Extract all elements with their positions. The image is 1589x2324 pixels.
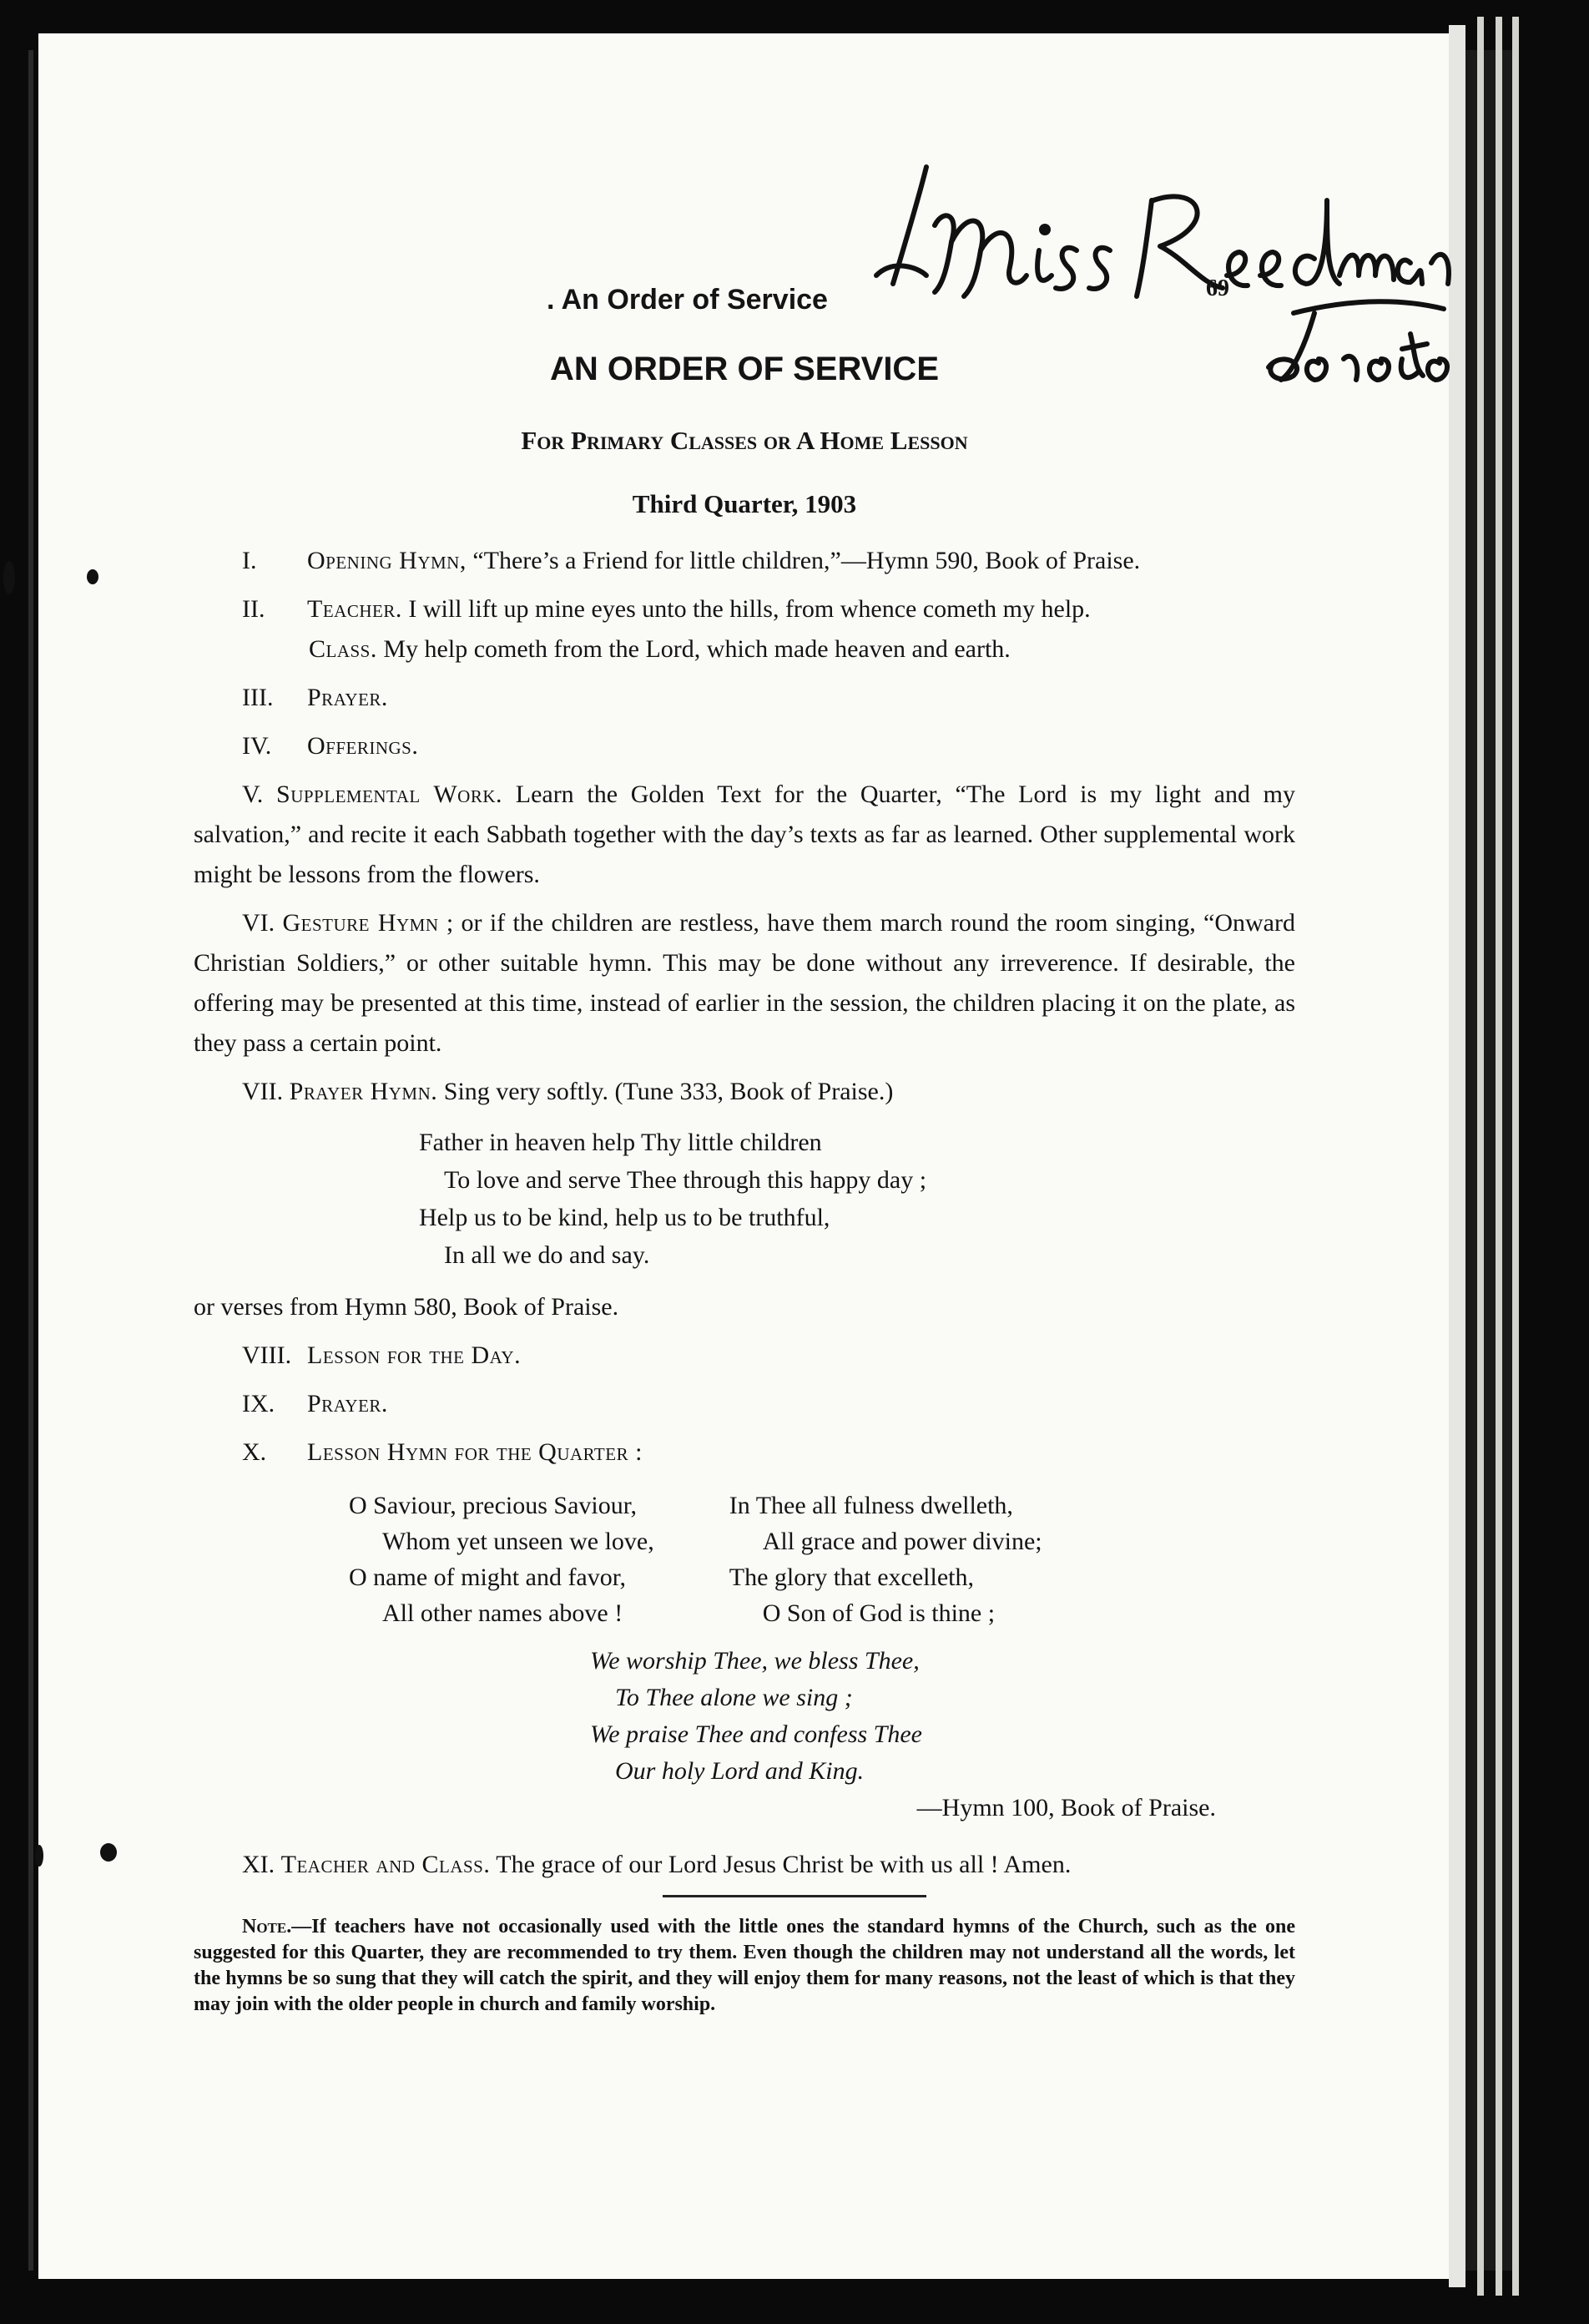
item-label: Teacher and Class. bbox=[280, 1851, 491, 1878]
prayer-hymn-verse bbox=[194, 1124, 1295, 1274]
note-lead: Note. bbox=[242, 1916, 292, 1938]
verse-line: The glory that excelleth, bbox=[729, 1564, 974, 1591]
item-number: III. bbox=[242, 684, 274, 711]
item-number: VIII. bbox=[242, 1341, 292, 1369]
item-label: Prayer Hymn. bbox=[289, 1078, 438, 1105]
item-label: Prayer. bbox=[307, 684, 388, 711]
verse-line: Help us to be kind, help us to be truthful, bbox=[419, 1204, 830, 1231]
item-number: XI. bbox=[242, 1851, 275, 1878]
verse-line: O Son of God is thine ; bbox=[762, 1599, 996, 1627]
hymn-chorus bbox=[194, 1643, 1295, 1790]
binding-hole bbox=[3, 561, 15, 594]
item-number: VII. bbox=[242, 1078, 284, 1105]
binding-hole bbox=[35, 1845, 43, 1867]
item-class-response bbox=[194, 629, 1295, 669]
verse-line: O Saviour, precious Saviour, bbox=[349, 1492, 638, 1519]
item-prayer bbox=[194, 678, 1295, 718]
page-number: 69 bbox=[1206, 275, 1229, 301]
page-title: AN ORDER OF SERVICE bbox=[550, 351, 939, 387]
item-number: VI. bbox=[242, 909, 275, 937]
verse-line: All grace and power divine; bbox=[762, 1528, 1042, 1555]
item-benediction bbox=[194, 1845, 1295, 1885]
item-supplemental-work bbox=[194, 775, 1295, 895]
item-label: Class. bbox=[309, 635, 377, 663]
quarter-heading: Third Quarter, 1903 bbox=[632, 489, 857, 518]
verse-line: Father in heaven help Thy little children bbox=[419, 1129, 822, 1156]
item-text: I will lift up mine eyes unto the hills, from whence cometh my help. bbox=[401, 595, 1091, 623]
item-lesson-for-the-day bbox=[194, 1336, 1295, 1376]
item-number: I. bbox=[242, 547, 257, 574]
subtitle: For Primary Classes or A Home Lesson bbox=[521, 426, 968, 455]
hymn-verse-left bbox=[349, 1488, 654, 1631]
verse-line: O name of might and favor, bbox=[349, 1564, 627, 1591]
order-of-service-body bbox=[194, 541, 1295, 2018]
item-offerings bbox=[194, 726, 1295, 766]
verse-line: Whom yet unseen we love, bbox=[382, 1528, 654, 1555]
item-opening-hymn bbox=[194, 541, 1295, 581]
item-text: “There’s a Friend for little children,”—Hymn 590, Book of Praise. bbox=[466, 547, 1141, 574]
footnote bbox=[194, 1914, 1295, 2018]
item-text: My help cometh from the Lord, which made heaven and earth. bbox=[376, 635, 1011, 663]
verse-line: To love and serve Thee through this happy day ; bbox=[444, 1166, 927, 1194]
item-text: ; or if the children are restless, have them march round the room singing, “Onward Christian Soldiers,” or other suitable hymn. This may be done without any irreverence. If desirable, the offering may be presented at this time, instead of earlier in the session, the children placing it on the plate, as they pass a certain point. bbox=[194, 909, 1295, 1057]
verse-line: In Thee all fulness dwelleth, bbox=[729, 1492, 1013, 1519]
verse-line: In all we do and say. bbox=[444, 1241, 650, 1269]
hymn-attribution: —Hymn 100, Book of Praise. bbox=[916, 1794, 1216, 1821]
item-gesture-hymn bbox=[194, 903, 1295, 1063]
item-label: Lesson Hymn for the Quarter : bbox=[307, 1438, 643, 1466]
item-text: Learn the Golden Text for the Quarter, “The Lord is my light and my salvation,” and recite it each Sabbath together with the day’s texts as far as learned. Other supplemental work might be lessons from the flowers. bbox=[194, 781, 1296, 888]
hymn-verse-right bbox=[729, 1488, 1042, 1631]
running-head: . An Order of Service bbox=[547, 284, 828, 316]
item-label: Prayer. bbox=[307, 1390, 388, 1417]
item-label: Opening Hymn, bbox=[307, 547, 467, 574]
ink-speck bbox=[100, 1843, 117, 1862]
item-label: Supplemental Work. bbox=[276, 781, 503, 808]
item-number: IX. bbox=[242, 1390, 275, 1417]
chorus-line: We worship Thee, we bless Thee, bbox=[590, 1647, 920, 1675]
chorus-line: To Thee alone we sing ; bbox=[615, 1684, 853, 1711]
item-prayer-hymn bbox=[194, 1072, 1295, 1112]
item-label: Gesture Hymn bbox=[282, 909, 439, 937]
verse-line: All other names above ! bbox=[382, 1599, 623, 1627]
item-number: X. bbox=[242, 1438, 267, 1466]
item-label: Teacher. bbox=[307, 595, 402, 623]
item-text: The grace of our Lord Jesus Christ be with us all ! Amen. bbox=[490, 1851, 1072, 1878]
item-prayer-2 bbox=[194, 1384, 1295, 1424]
chorus-line: We praise Thee and confess Thee bbox=[590, 1720, 922, 1748]
item-number: IV. bbox=[242, 732, 272, 760]
item-label: Lesson for the Day. bbox=[307, 1341, 522, 1369]
prayer-hymn-alternative: or verses from Hymn 580, Book of Praise. bbox=[194, 1293, 619, 1321]
note-text: —If teachers have not occasionally used with the little ones the standard hymns of the Church, such as the one suggested for this Quarter, they are recommended to try them. Even though the children may not understand all the words, let the hymns be so sung that they will catch the spirit, and they will enjoy them for many reasons, not the least of which is that they may join with the older people in church and family worship. bbox=[194, 1916, 1295, 2015]
item-teacher bbox=[194, 589, 1295, 629]
divider bbox=[663, 1895, 926, 1897]
lesson-hymn-verses bbox=[194, 1488, 1295, 1631]
item-lesson-hymn bbox=[194, 1432, 1295, 1473]
ink-speck bbox=[87, 569, 98, 584]
chorus-line: Our holy Lord and King. bbox=[615, 1757, 865, 1785]
item-number: V. bbox=[242, 781, 264, 808]
item-label: Offerings. bbox=[307, 732, 419, 760]
item-number: II. bbox=[242, 595, 265, 623]
item-text: Sing very softly. (Tune 333, Book of Praise.) bbox=[437, 1078, 894, 1105]
